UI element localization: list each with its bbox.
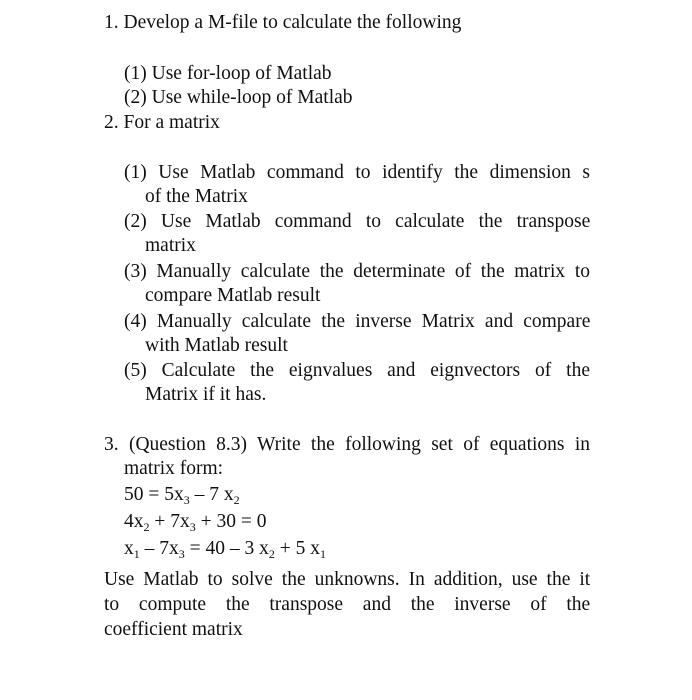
q2-item-2-line2: matrix (145, 235, 196, 256)
equation-2: $4x_2 + 7x_3 + 30 = 0$ (124, 511, 267, 534)
q2-item-3-line1: (3) Manually calculate the determinate of the matrix to (124, 261, 590, 282)
q1-item-1: (1) Use for-loop of Matlab (124, 63, 332, 84)
q1-item-2: (2) Use while-loop of Matlab (124, 87, 353, 108)
q3-line1: 3. (Question 8.3) Write the following set of equations in (104, 434, 590, 455)
q2-item-1-line1: (1) Use Matlab command to identify the dimension s (124, 162, 590, 183)
q2-item-5-line2: Matrix if it has. (145, 384, 267, 405)
q3-closing-line3: coefficient matrix (104, 619, 243, 640)
q2-item-4-line2: with Matlab result (145, 335, 288, 356)
equation-1: $50 = 5x_3 - 7$ $x_2$ (124, 484, 240, 507)
q2-item-1-line2: of the Matrix (145, 186, 248, 207)
q2-item-4-line1: (4) Manually calculate the inverse Matrix and compare (124, 311, 591, 332)
q2-item-2-line1: (2) Use Matlab command to calculate the transpose (124, 211, 591, 232)
equation-3: $x_1 - 7x_3 = 40 - 3$ $x_2 + 5$ $x_1$ (124, 538, 326, 561)
q3-line2: matrix form: (124, 458, 224, 479)
q1-title: 1. Develop a M-file to calculate the following (104, 12, 462, 33)
q3-closing-line2: to compute the transpose and the inverse of the (104, 594, 591, 615)
q2-item-3-line2: compare Matlab result (145, 285, 321, 306)
q2-item-5-line1: (5) Calculate the eignvalues and eignvectors of the (124, 360, 590, 381)
q3-closing-line1: Use Matlab to solve the unknowns. In addition, use the it (104, 569, 591, 590)
q2-title: 2. For a matrix (104, 112, 220, 133)
